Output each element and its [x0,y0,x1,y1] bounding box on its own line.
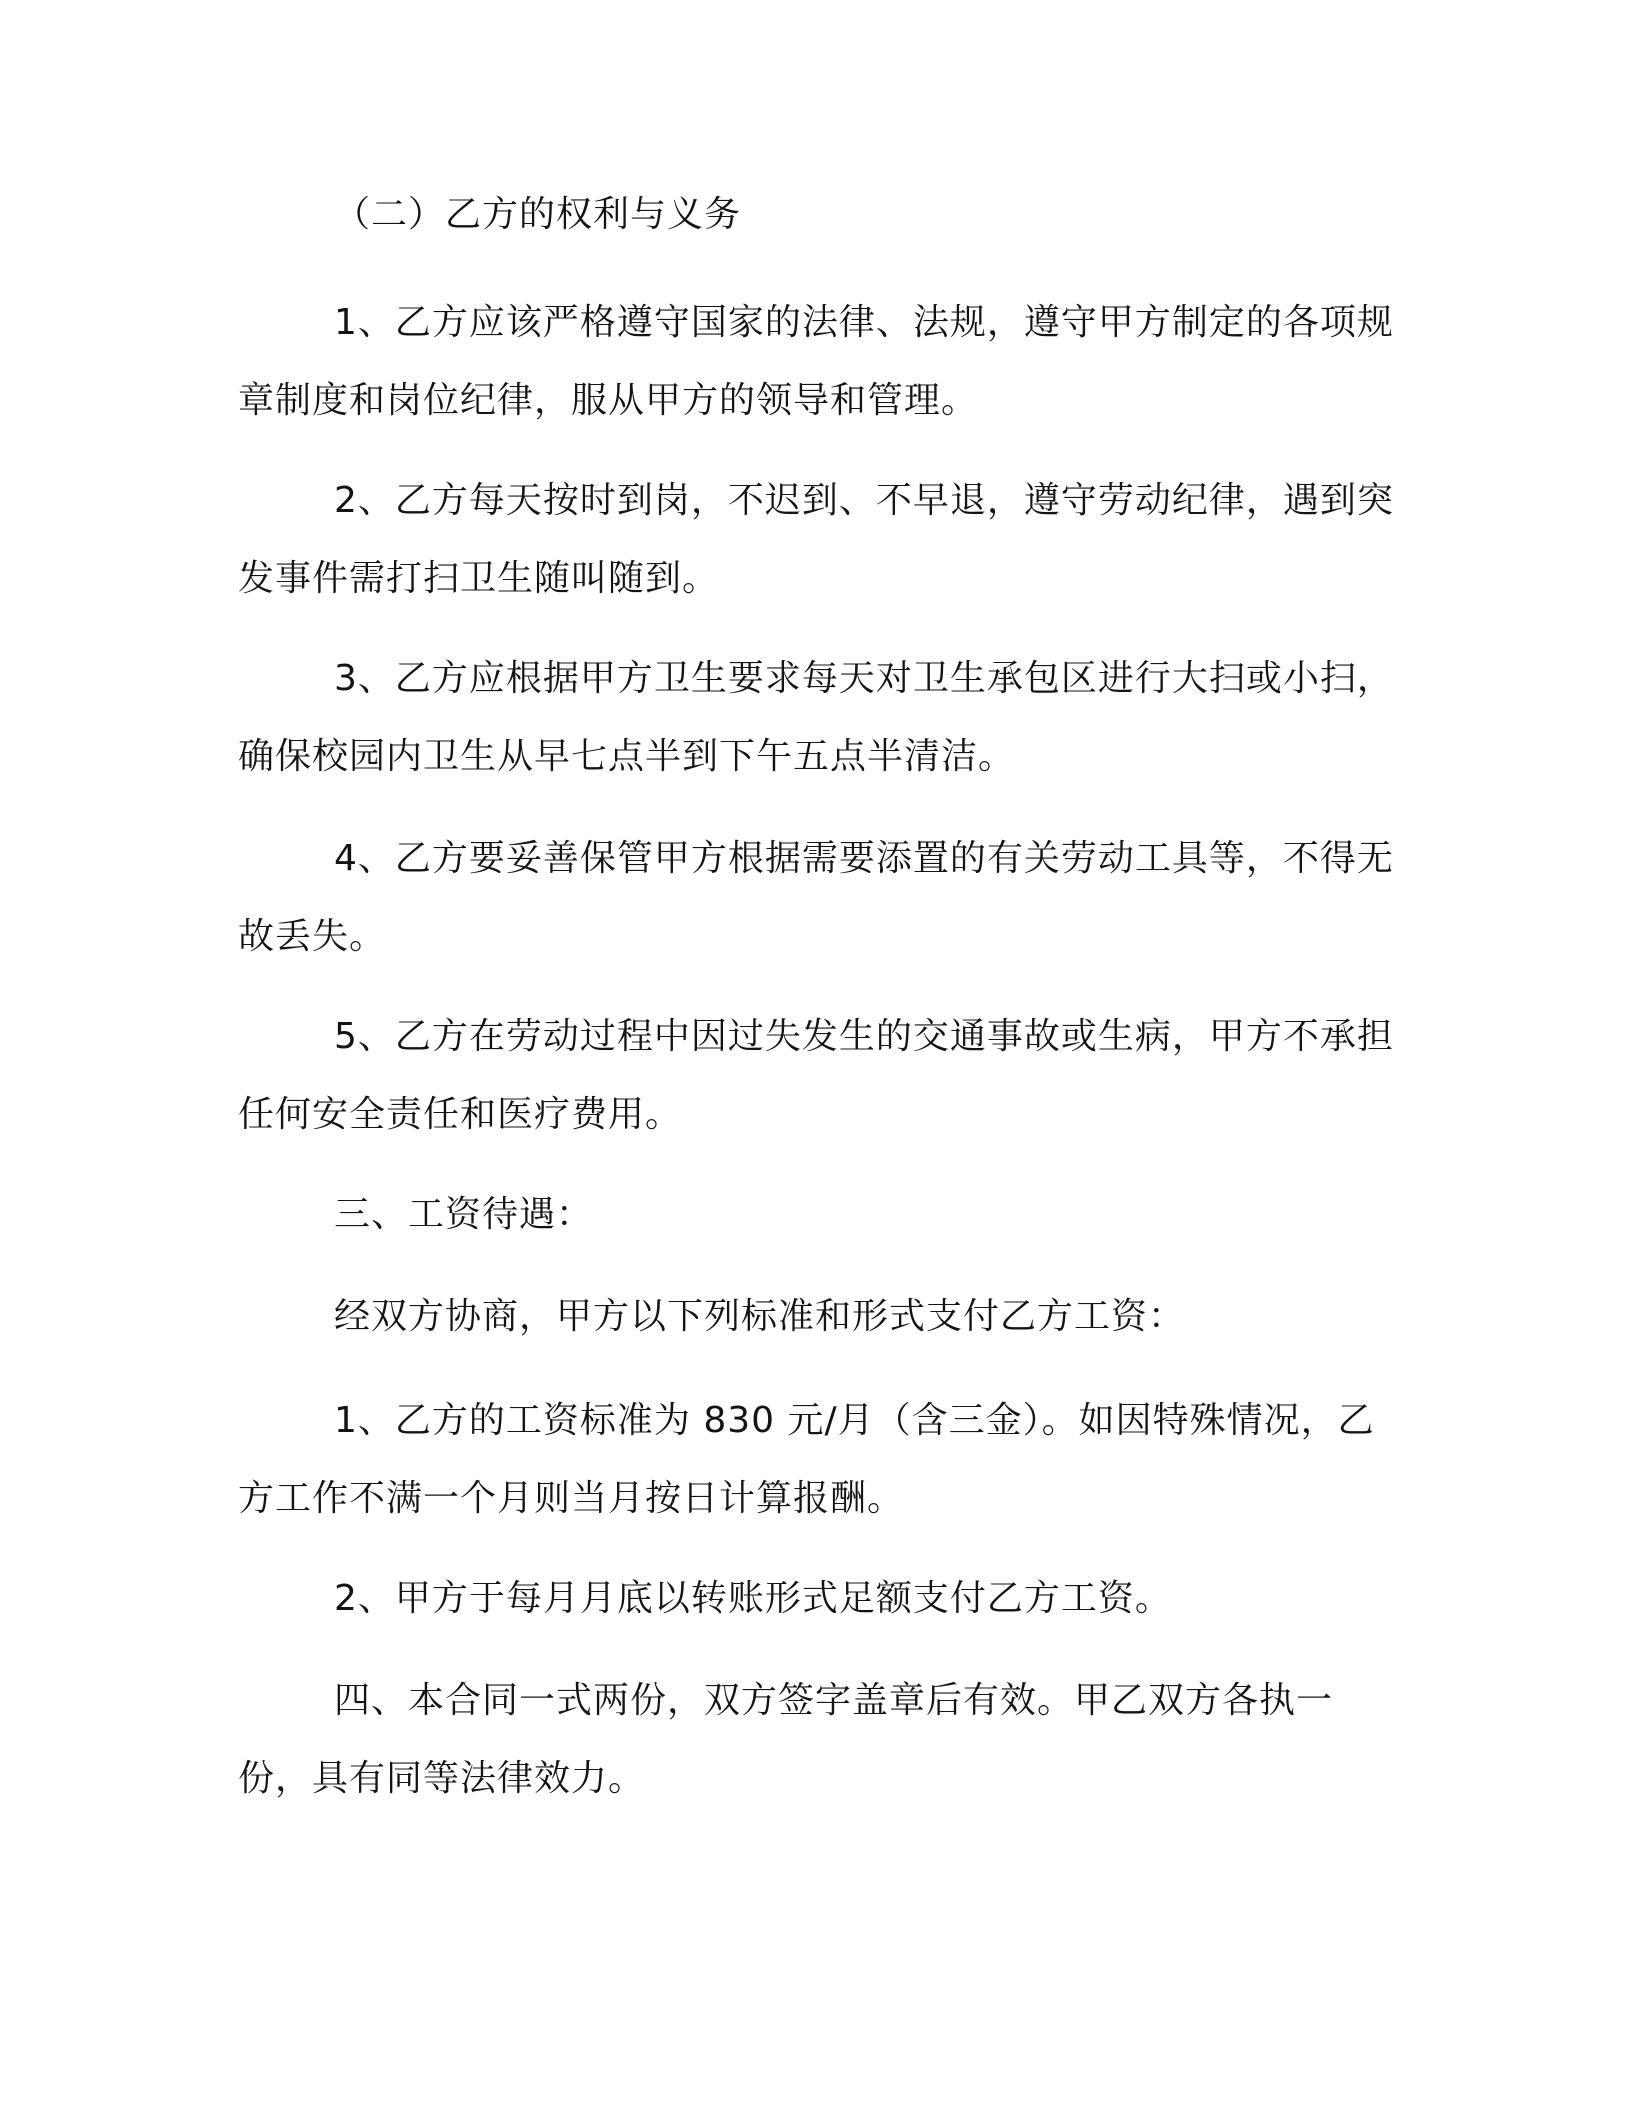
wage-item-1: 1、乙方的工资标准为 830 元/月（含三金）。如因特殊情况，乙方工作不满一个月则当月按日计算报酬。 [238,1400,1375,1519]
wage-item-2: 2、甲方于每月月底以转账形式足额支付乙方工资。 [334,1578,1172,1619]
clause-four: 四、本合同一式两份，双方签字盖章后有效。甲乙双方各执一份，具有同等法律效力。 [238,1680,1334,1799]
wage-heading: 三、工资待遇： [334,1194,594,1235]
wage-intro: 经双方协商，甲方以下列标准和形式支付乙方工资： [334,1296,1186,1337]
duty-item-4: 4、乙方要妥善保管甲方根据需要添置的有关劳动工具等，不得无故丢失。 [238,838,1394,957]
duty-item-3: 3、乙方应根据甲方卫生要求每天对卫生承包区进行大扫或小扫，确保校园内卫生从早七点半到下午五点半清洁。 [238,658,1394,777]
duty-item-5: 5、乙方在劳动过程中因过失发生的交通事故或生病，甲方不承担任何安全责任和医疗费用。 [238,1016,1394,1135]
duty-item-1: 1、乙方应该严格遵守国家的法律、法规，遵守甲方制定的各项规章制度和岗位纪律，服从甲方的领导和管理。 [238,302,1394,421]
duty-item-2: 2、乙方每天按时到岗，不迟到、不早退，遵守劳动纪律，遇到突发事件需打扫卫生随叫随到。 [238,480,1394,599]
section-heading: （二）乙方的权利与义务 [334,194,742,235]
